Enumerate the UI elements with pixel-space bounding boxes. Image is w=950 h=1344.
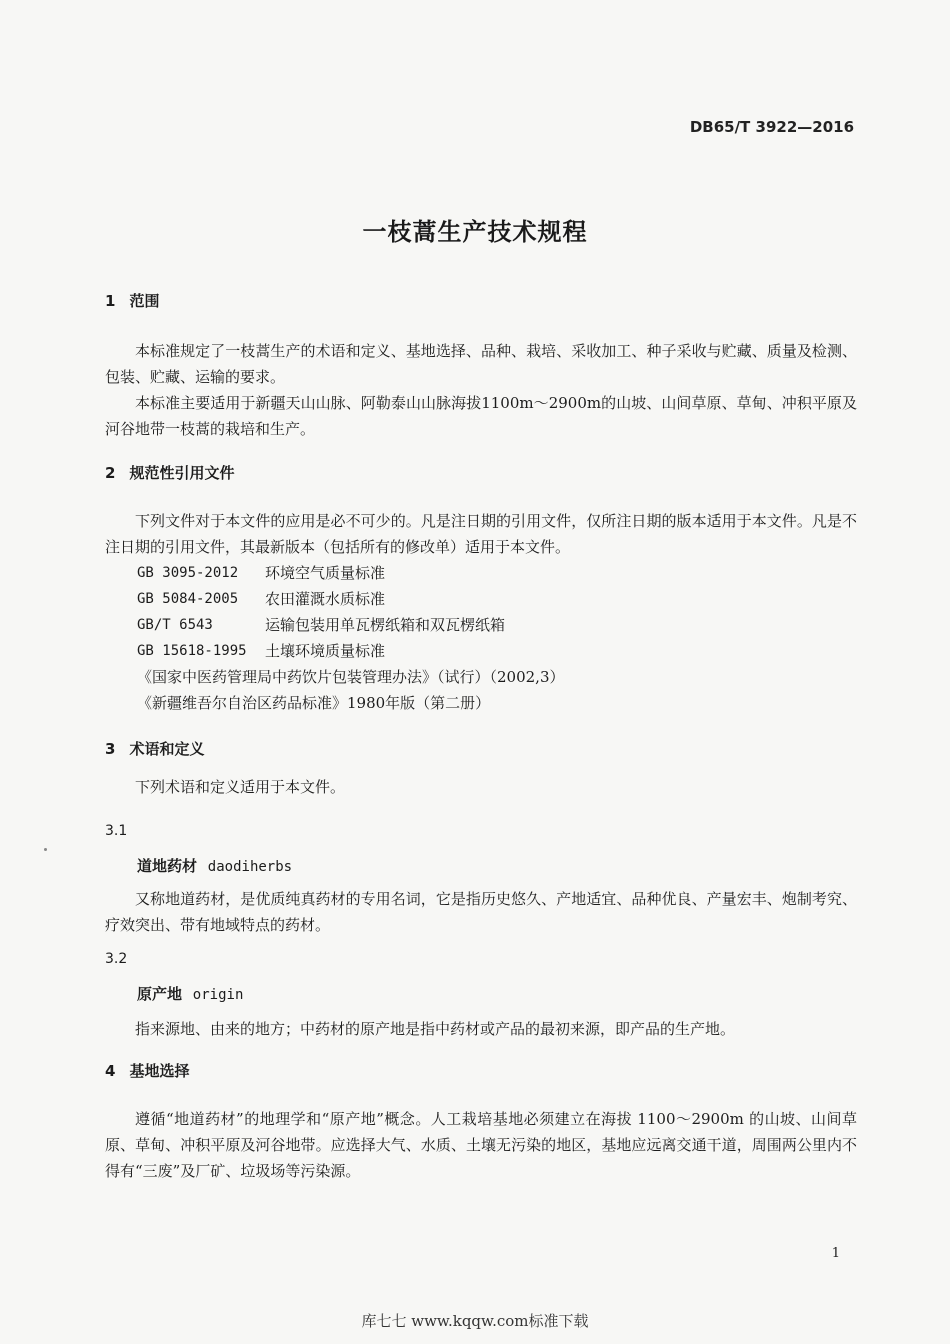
term-3-2 [105, 982, 857, 1006]
reference-item-regulation: 《国家中医药管理局中药饮片包装管理办法》（试行）（2002,3） [137, 668, 565, 686]
reference-name: 运输包装用单瓦楞纸箱和双瓦楞纸箱 [265, 616, 506, 634]
document-body [105, 290, 857, 1184]
section-2-heading [105, 462, 857, 484]
reference-item [105, 586, 857, 612]
section-1-paragraph-2: 本标准主要适用于新疆天山山脉、阿勒泰山山脉海拔1100m～2900m的山坡、山间草原、草甸、冲积平原及河谷地带一枝蒿的栽培和生产。 [105, 394, 857, 438]
term-3-1-definition: 又称地道药材，是优质纯真药材的专用名词，它是指历史悠久、产地适宜、品种优良、产量宏丰、炮制考究、疗效突出、带有地域特点的药材。 [105, 890, 857, 934]
section-4-heading [105, 1060, 857, 1082]
term-chinese: 原产地 [137, 985, 183, 1003]
section-number: 4 [105, 1062, 116, 1080]
section-number: 2 [105, 464, 116, 482]
document-title: 一枝蒿生产技术规程 [362, 218, 588, 246]
reference-item [105, 612, 857, 638]
reference-item [105, 560, 857, 586]
reference-code: GB 5084-2005 [137, 591, 239, 607]
section-title: 规范性引用文件 [129, 464, 235, 482]
section-2-intro: 下列文件对于本文件的应用是必不可少的。凡是注日期的引用文件，仅所注日期的版本适用于本文件。凡是不注日期的引用文件，其最新版本（包括所有的修改单）适用于本文件。 [105, 512, 857, 556]
section-3-intro: 下列术语和定义适用于本文件。 [135, 778, 346, 796]
reference-name: 土壤环境质量标准 [265, 642, 386, 660]
term-english: daodiherbs [207, 859, 293, 875]
reference-item [105, 638, 857, 664]
reference-name: 农田灌溉水质标准 [265, 590, 386, 608]
term-english: origin [192, 987, 244, 1003]
section-4-paragraph-1: 遵循“地道药材”的地理学和“原产地”概念。人工栽培基地必须建立在海拔 1100～2900m 的山坡、山间草原、草甸、冲积平原及河谷地带。应选择大气、水质、土壤无污染的地区，基地应远离交通干道，周围两公里内不得有“三废”及厂矿、垃圾场等污染源。 [105, 1110, 857, 1180]
section-title: 术语和定义 [129, 740, 205, 758]
reference-item-drug-standard: 《新疆维吾尔自治区药品标准》1980年版（第二册） [137, 694, 491, 712]
section-number: 1 [105, 292, 116, 310]
term-3-2-definition: 指来源地、由来的地方；中药材的原产地是指中药材或产品的最初来源，即产品的生产地。 [135, 1020, 736, 1038]
section-title: 基地选择 [129, 1062, 190, 1080]
section-1-heading [105, 290, 857, 312]
section-title: 范围 [129, 292, 160, 310]
footer-watermark: 库七七 www.kqqw.com标准下载 [361, 1312, 589, 1330]
term-chinese: 道地药材 [137, 857, 198, 875]
reference-code: GB/T 6543 [137, 617, 213, 633]
reference-code: GB 3095-2012 [137, 565, 239, 581]
section-3-heading [105, 738, 857, 760]
section-number: 3 [105, 740, 116, 758]
standard-code: DB65/T 3922—2016 [689, 118, 854, 136]
term-3-2-number: 3.2 [105, 951, 128, 967]
section-1-paragraph-1: 本标准规定了一枝蒿生产的术语和定义、基地选择、品种、栽培、采收加工、种子采收与贮藏、质量及检测、包装、贮藏、运输的要求。 [105, 342, 857, 386]
scan-speck [44, 848, 47, 851]
term-3-1-number: 3.1 [105, 823, 128, 839]
reference-code: GB 15618-1995 [137, 643, 247, 659]
page-number: 1 [831, 1246, 840, 1261]
term-3-1 [105, 854, 857, 878]
reference-name: 环境空气质量标准 [265, 564, 386, 582]
